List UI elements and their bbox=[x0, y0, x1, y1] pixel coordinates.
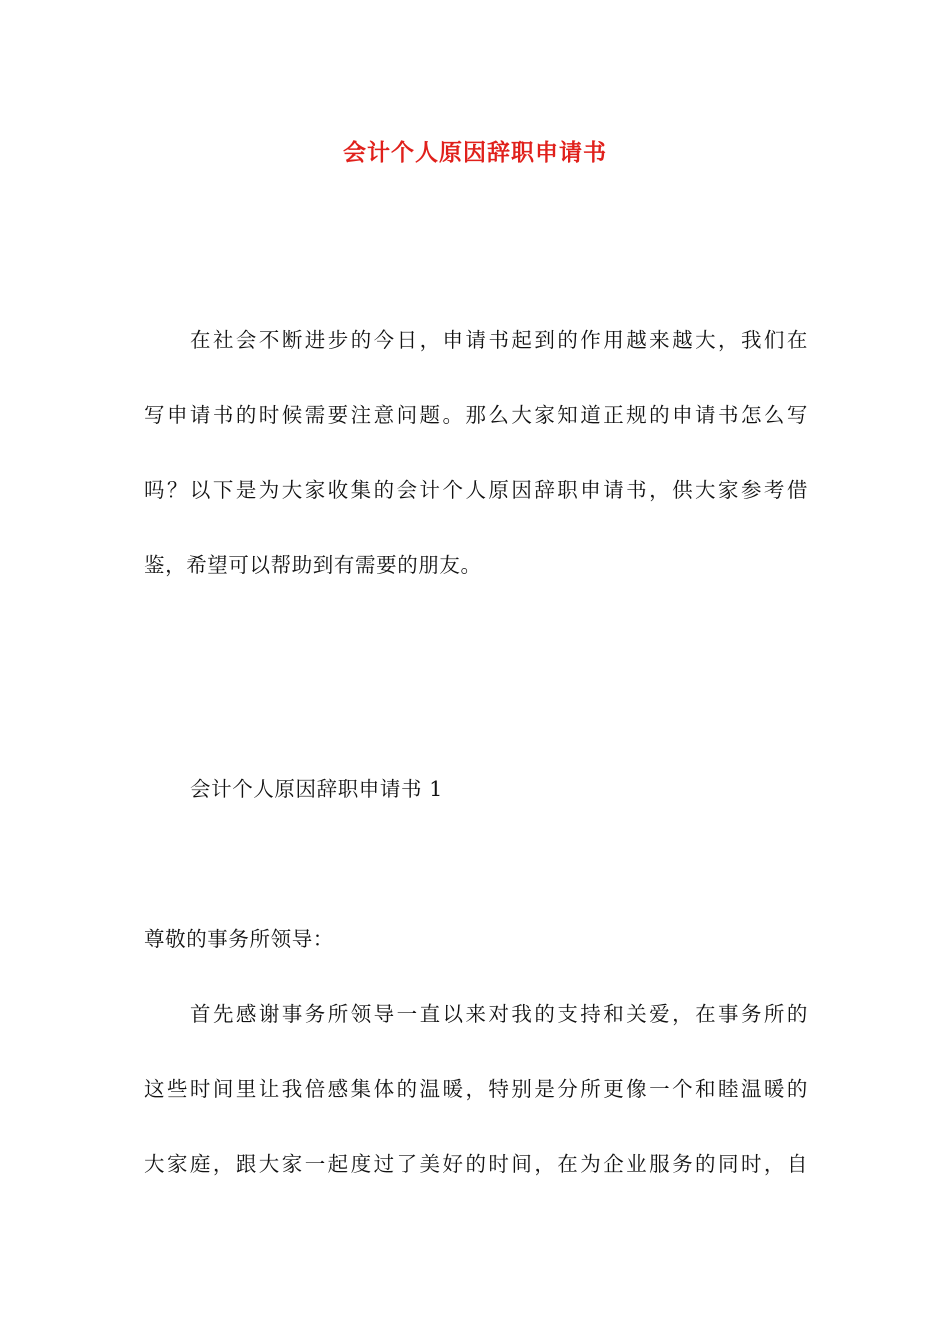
intro-line-4: 鉴，希望可以帮助到有需要的朋友。 bbox=[144, 553, 482, 577]
salutation: 尊敬的事务所领导： bbox=[144, 927, 334, 951]
section-heading: 会计个人原因辞职申请书 1 bbox=[190, 777, 443, 801]
document-title: 会计个人原因辞职申请书 bbox=[343, 140, 607, 166]
intro-line-2: 写申请书的时候需要注意问题。那么大家知道正规的申请书怎么写 bbox=[144, 403, 808, 427]
body-line-3: 大家庭，跟大家一起度过了美好的时间，在为企业服务的同时，自 bbox=[144, 1152, 808, 1176]
body-line-2: 这些时间里让我倍感集体的温暖，特别是分所更像一个和睦温暖的 bbox=[144, 1077, 808, 1101]
intro-line-1: 在社会不断进步的今日，申请书起到的作用越来越大，我们在 bbox=[190, 328, 808, 352]
intro-line-3: 吗？以下是为大家收集的会计个人原因辞职申请书，供大家参考借 bbox=[144, 478, 808, 502]
body-line-1: 首先感谢事务所领导一直以来对我的支持和关爱，在事务所的 bbox=[190, 1002, 808, 1026]
